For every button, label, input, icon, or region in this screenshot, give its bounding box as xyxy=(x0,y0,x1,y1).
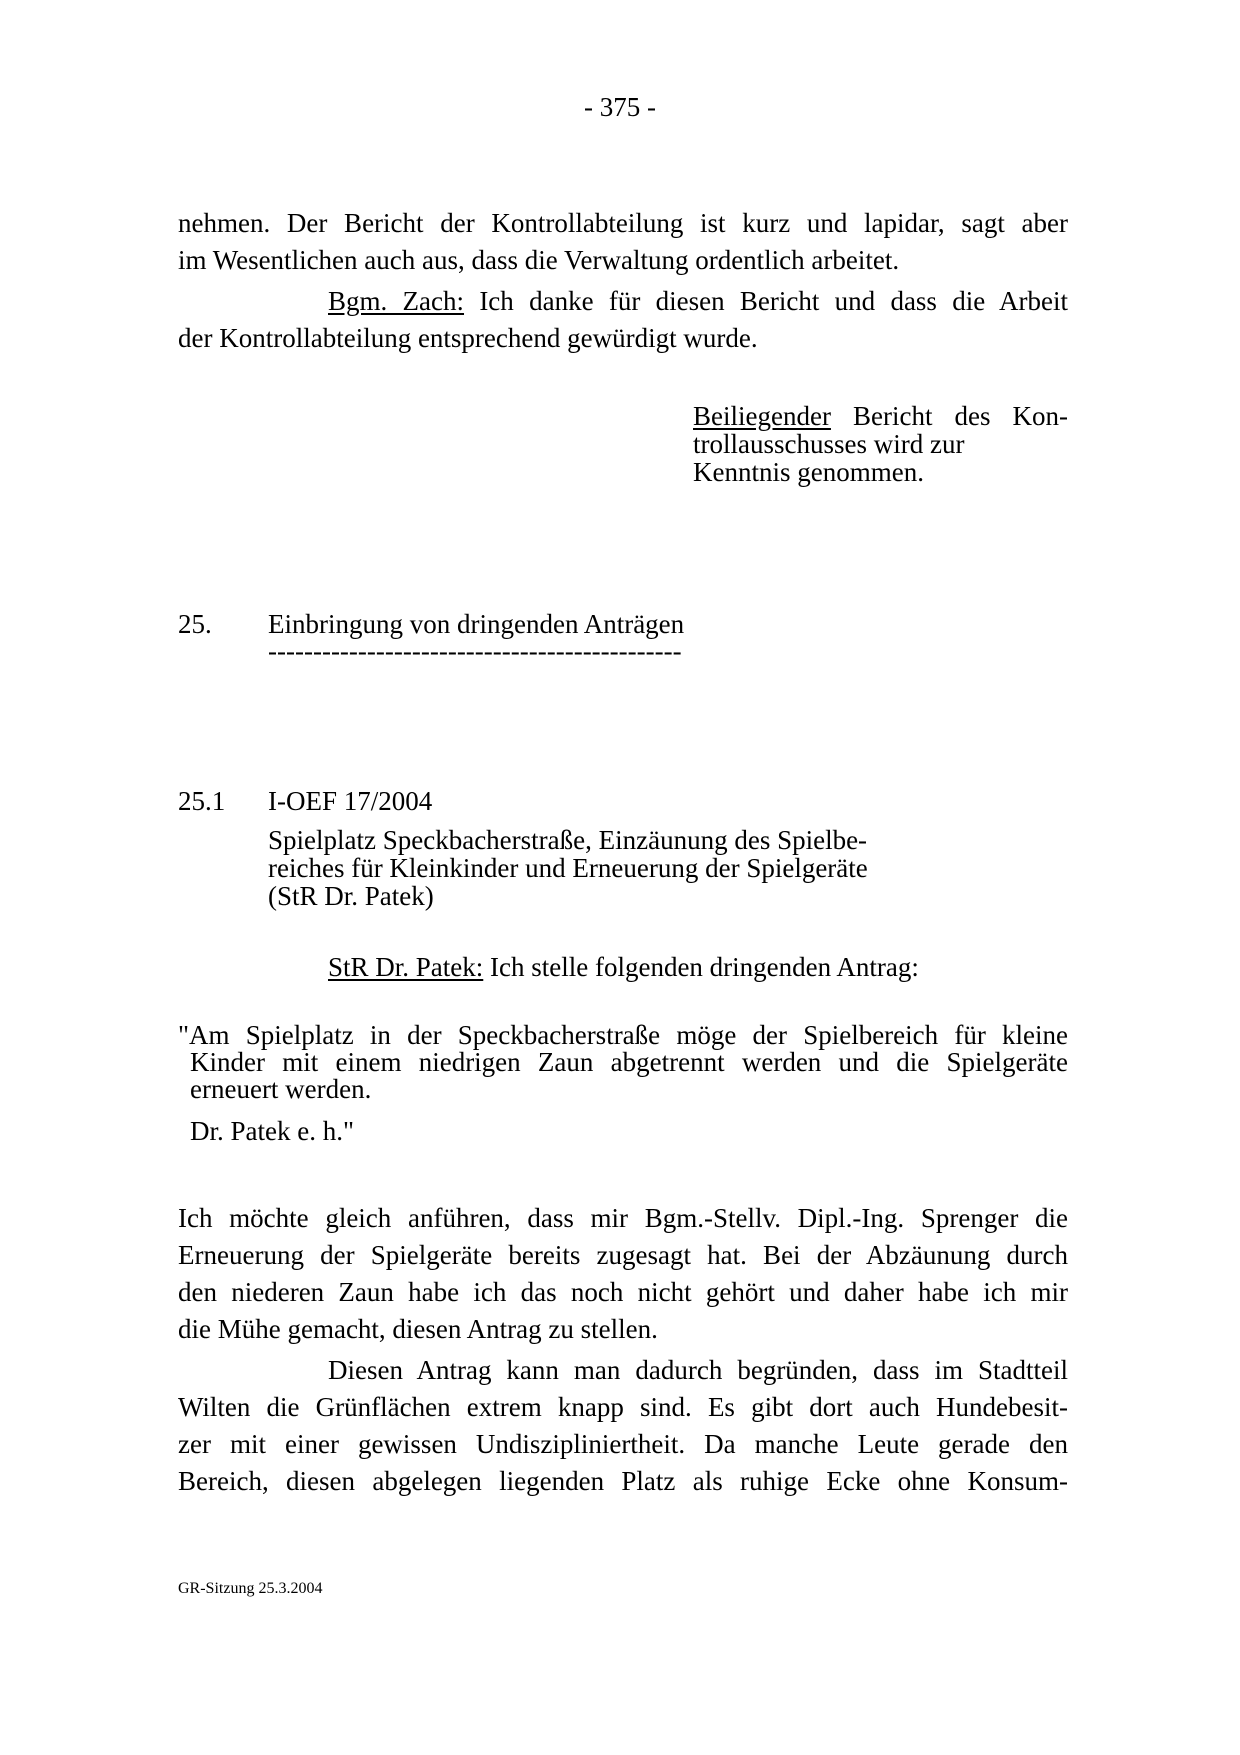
text-line: Erneuerung der Spielgeräte bereits zugesagt hat. Bei der Abzäunung durch xyxy=(178,1240,1068,1270)
item-title-25: Einbringung von dringenden Anträgen xyxy=(268,609,685,639)
text-line xyxy=(178,283,1068,320)
text-line: (StR Dr. Patek) xyxy=(268,881,434,911)
text-line: der Kontrollabteilung entsprechend gewürdigt wurde. xyxy=(178,323,758,353)
text-line: nehmen. Der Bericht der Kontrollabteilung ist kurz und lapidar, sagt aber xyxy=(178,208,1068,238)
text-line: Spielplatz Speckbacherstraße, Einzäunung des Spielbe- xyxy=(268,825,868,855)
text-line: den niederen Zaun habe ich das noch nicht gehört und daher habe ich mir xyxy=(178,1277,1068,1307)
paragraph-erneuerung xyxy=(178,1200,1068,1348)
text-line: erneuert werden. xyxy=(190,1074,372,1104)
text-line: im Wesentlichen auch aus, dass die Verwaltung ordentlich arbeitet. xyxy=(178,245,900,275)
motion-intro xyxy=(328,952,919,983)
paragraph-begruendung xyxy=(178,1352,1068,1500)
motion-intro-text: Ich stelle folgenden dringenden Antrag: xyxy=(490,952,919,982)
text-line: reiches für Kleinkinder und Erneuerung der Spielgeräte xyxy=(268,853,868,883)
text-line xyxy=(693,402,1068,430)
text-line: trollausschusses wird zur xyxy=(693,429,965,459)
decision-underlined: Beiliegender xyxy=(693,401,831,431)
item-subject xyxy=(268,826,938,910)
motion-quote xyxy=(178,1022,1068,1103)
paragraph-bgm-zach xyxy=(178,283,1068,357)
item-title-underline-dashes: ---------------------------------------------- xyxy=(268,636,682,666)
page-number: - 375 - xyxy=(584,92,656,122)
item-code-25-1: I-OEF 17/2004 xyxy=(268,786,433,816)
speaker-name: StR Dr. Patek: xyxy=(328,952,484,982)
decision-block xyxy=(693,402,1068,486)
text-line: Ich möchte gleich anführen, dass mir Bgm.-Stellv. Dipl.-Ing. Sprenger die xyxy=(178,1203,1068,1233)
text-line: Diesen Antrag kann man dadurch begründen, dass im Stadtteil xyxy=(328,1355,1068,1385)
text-line: zer mit einer gewissen Undiszipliniertheit. Da manche Leute gerade den xyxy=(178,1429,1068,1459)
speaker-text: Ich danke für diesen Bericht und dass die Arbeit xyxy=(479,286,1068,316)
text-line: "Am Spielplatz in der Speckbacherstraße möge der Spielbereich für kleine xyxy=(178,1020,1068,1050)
paragraph-kontrollabteilung xyxy=(178,205,1068,279)
text-line: Kinder mit einem niedrigen Zaun abgetrennt werden und die Spielgeräte xyxy=(190,1047,1068,1077)
motion-signature: Dr. Patek e. h." xyxy=(190,1116,354,1146)
text-line: Bereich, diesen abgelegen liegenden Platz als ruhige Ecke ohne Konsum- xyxy=(178,1466,1068,1496)
text-line: die Mühe gemacht, diesen Antrag zu stellen. xyxy=(178,1314,658,1344)
text-line: Kenntnis genommen. xyxy=(693,457,924,487)
item-number-25-1: 25.1 xyxy=(178,786,226,816)
text-line: Wilten die Grünflächen extrem knapp sind. Es gibt dort auch Hundebesit- xyxy=(178,1392,1068,1422)
footer-session-date: GR-Sitzung 25.3.2004 xyxy=(178,1580,323,1597)
item-number-25: 25. xyxy=(178,609,212,639)
decision-text: Bericht des Kon- xyxy=(852,401,1068,431)
speaker-name: Bgm. Zach: xyxy=(328,286,465,316)
